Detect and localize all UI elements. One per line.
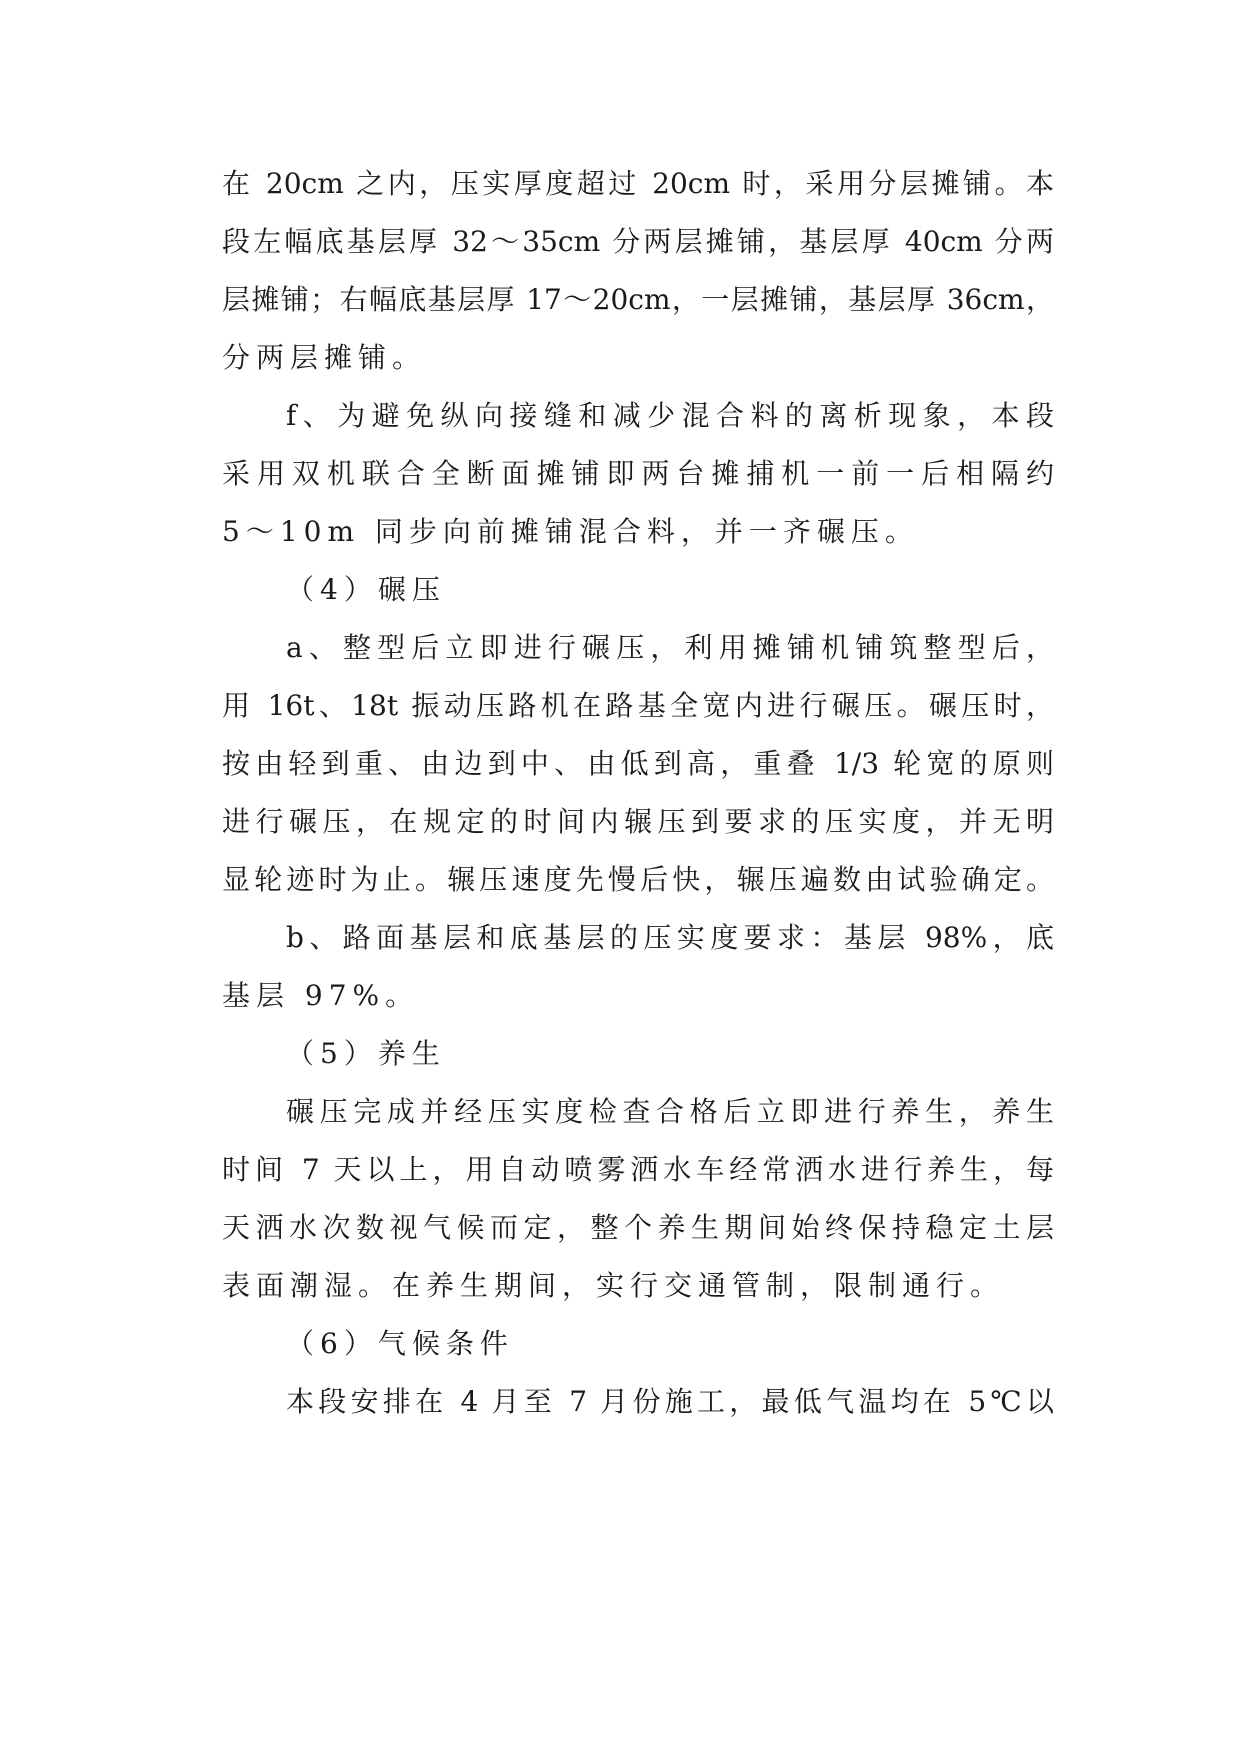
- paragraph-line: 在 20cm 之内，压实厚度超过 20cm 时，采用分层摊铺。本: [222, 167, 1054, 200]
- paragraph-line: 按由轻到重、由边到中、由低到高，重叠 1/3 轮宽的原则: [222, 747, 1054, 780]
- paragraph-line: 天洒水次数视气候而定，整个养生期间始终保持稳定土层: [222, 1211, 1054, 1244]
- paragraph-line: 段左幅底基层厚 32～35cm 分两层摊铺，基层厚 40cm 分两: [222, 225, 1054, 258]
- paragraph-line: 5～10m 同步向前摊铺混合料，并一齐碾压。: [222, 515, 919, 548]
- paragraph-line: a、整型后立即进行碾压，利用摊铺机铺筑整型后，: [286, 631, 1054, 664]
- paragraph-line: 采用双机联合全断面摊铺即两台摊捕机一前一后相隔约: [222, 457, 1054, 490]
- paragraph-line: 本段安排在 4 月至 7 月份施工，最低气温均在 5℃以: [286, 1385, 1054, 1418]
- paragraph-line: f、为避免纵向接缝和减少混合料的离析现象，本段: [286, 399, 1054, 432]
- paragraph-line: b、路面基层和底基层的压实度要求：基层 98%，底: [286, 921, 1054, 954]
- paragraph-line: 进行碾压，在规定的时间内辗压到要求的压实度，并无明: [222, 805, 1054, 838]
- paragraph-line: 碾压完成并经压实度检查合格后立即进行养生，养生: [286, 1095, 1054, 1128]
- paragraph-line: 时间 7 天以上，用自动喷雾洒水车经常洒水进行养生，每: [222, 1153, 1054, 1186]
- paragraph-line: 分两层摊铺。: [222, 341, 427, 374]
- section-heading: （5）养生: [286, 1037, 446, 1070]
- paragraph-line: 层摊铺；右幅底基层厚 17～20cm，一层摊铺，基层厚 36cm，: [222, 283, 1054, 316]
- section-heading: （6）气候条件: [286, 1327, 514, 1360]
- paragraph-line: 表面潮湿。在养生期间，实行交通管制，限制通行。: [222, 1269, 1005, 1302]
- section-heading: （4）碾压: [286, 573, 446, 606]
- paragraph-line: 用 16t、18t 振动压路机在路基全宽内进行碾压。碾压时，: [222, 689, 1054, 722]
- paragraph-line: 显轮迹时为止。辗压速度先慢后快，辗压遍数由试验确定。: [222, 863, 1054, 896]
- paragraph-line: 基层 97%。: [222, 979, 420, 1012]
